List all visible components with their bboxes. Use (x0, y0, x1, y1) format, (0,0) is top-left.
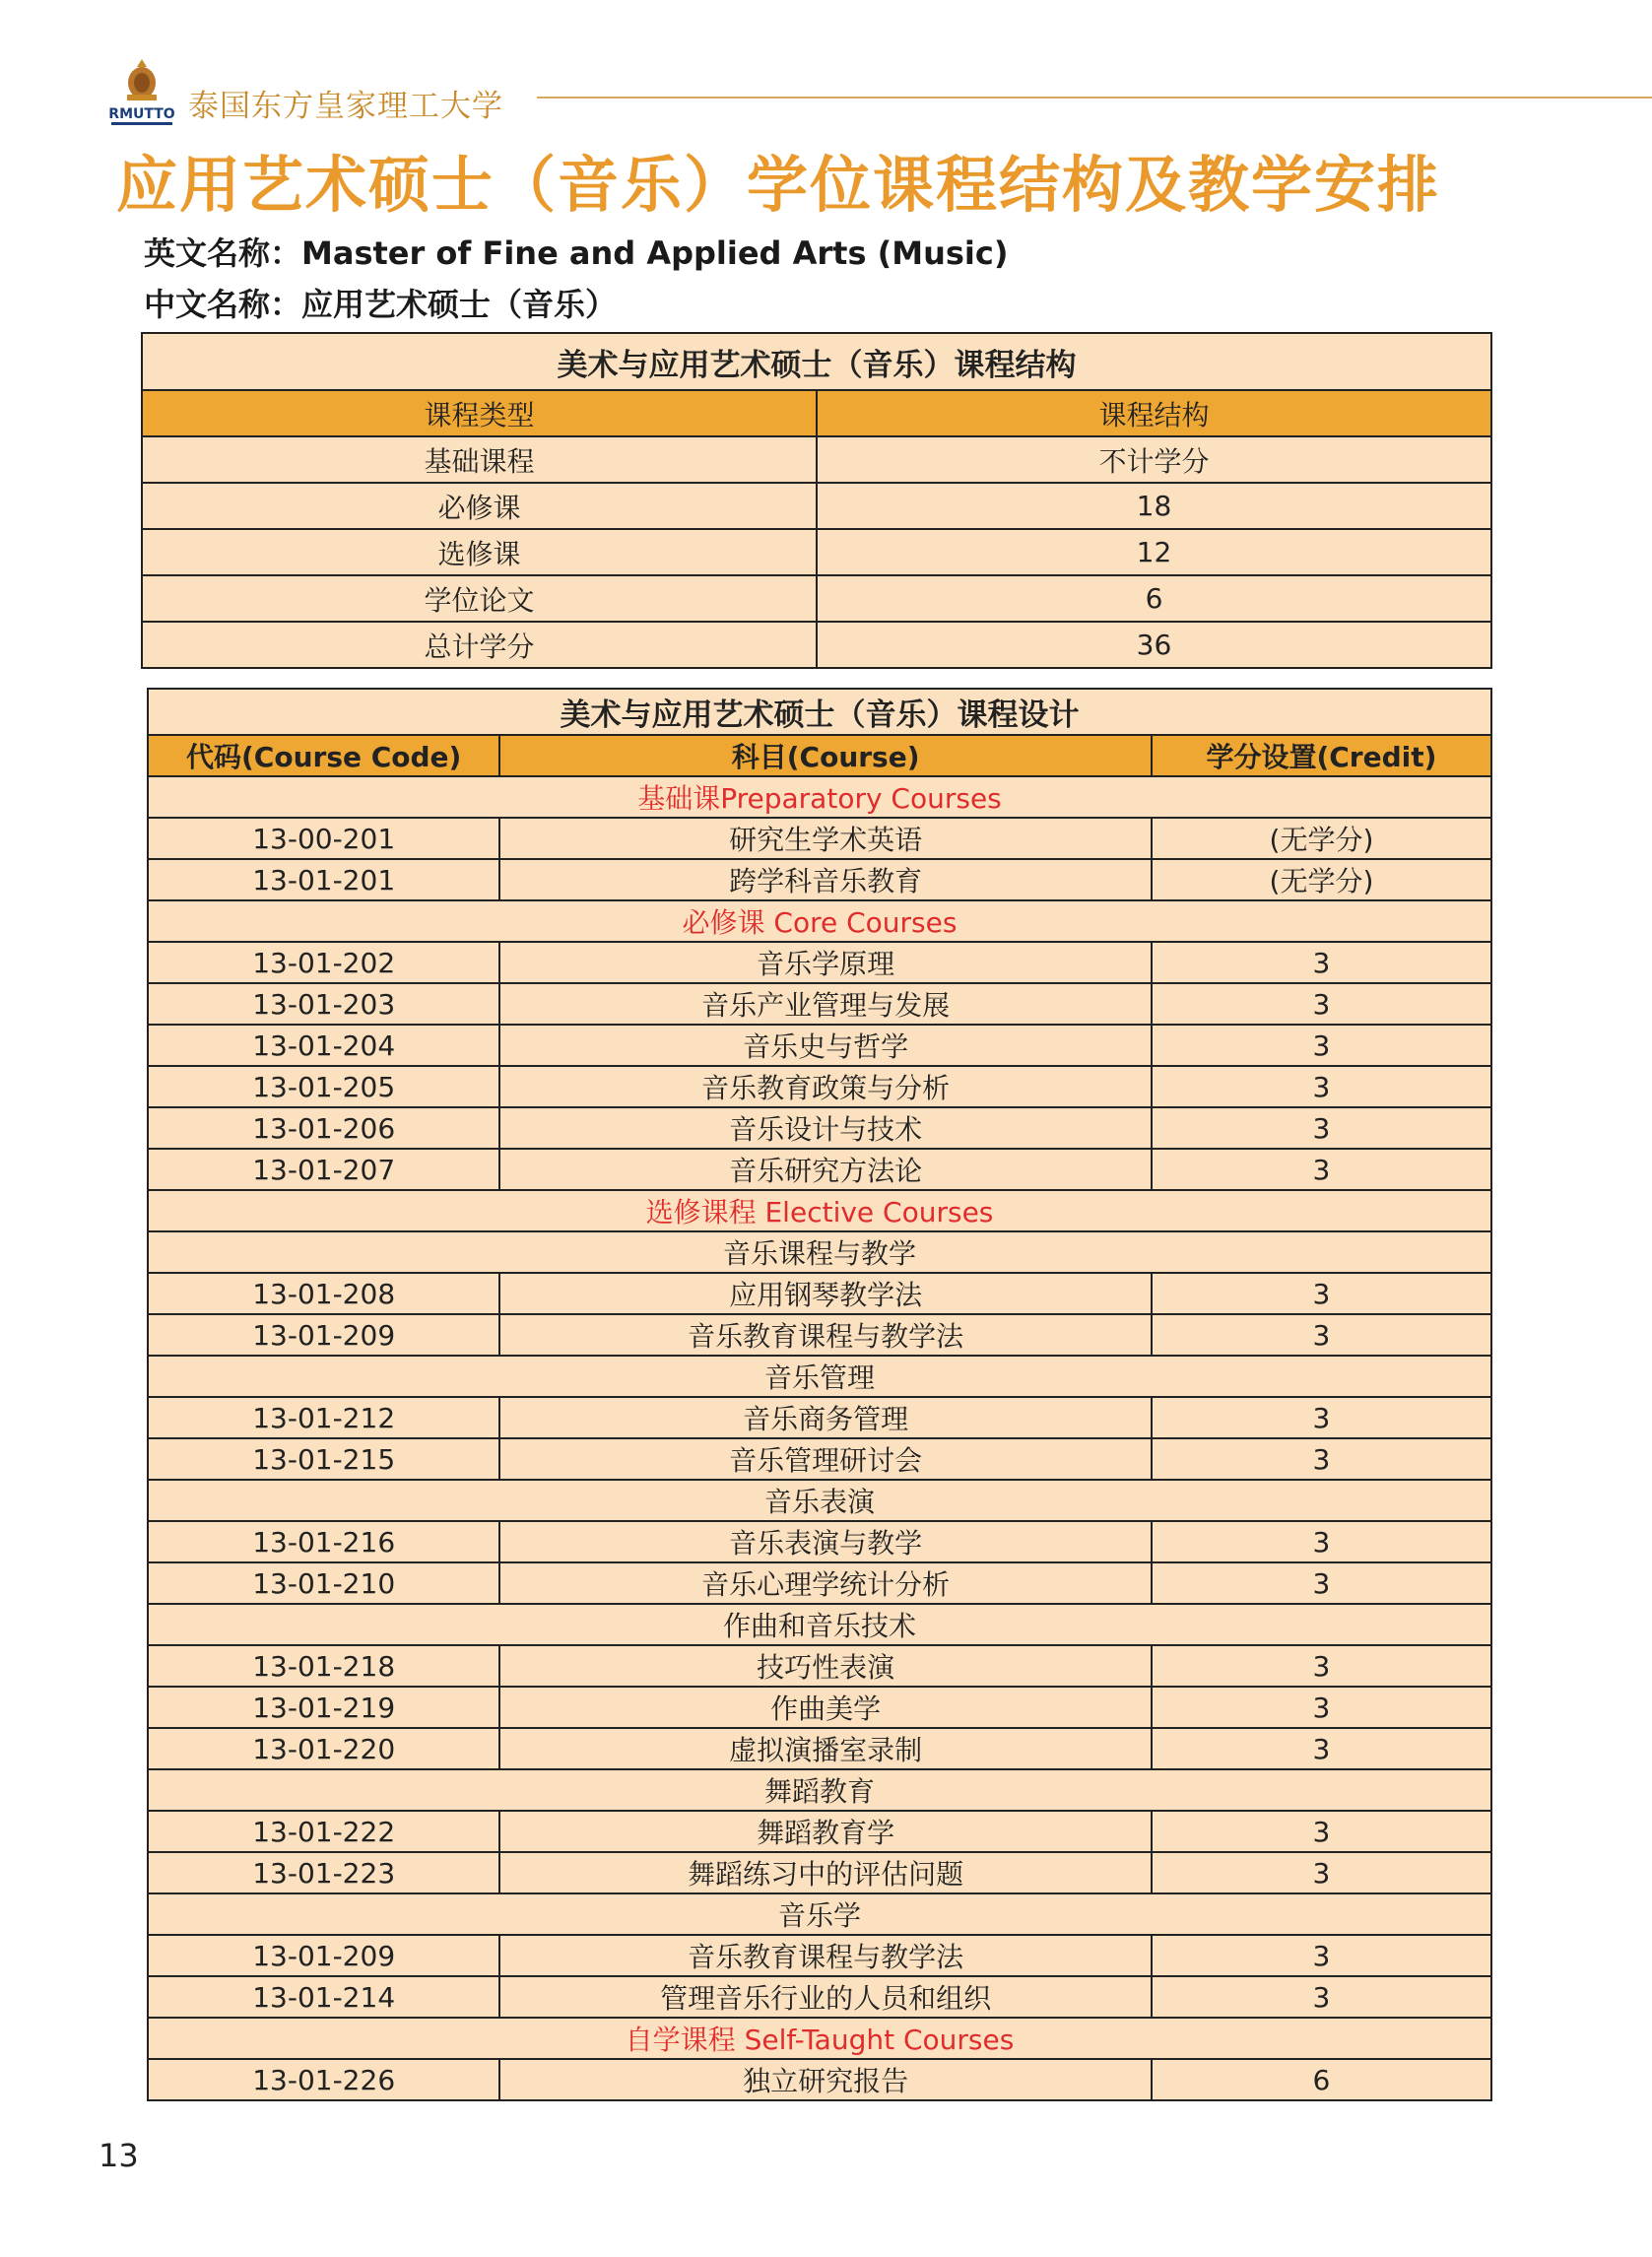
course-credit-cell: 3 (1152, 1025, 1491, 1066)
table-row (148, 1149, 1491, 1190)
table-row (148, 1728, 1491, 1769)
structure-cell: 不计学分 (817, 436, 1491, 483)
course-credit-cell: 3 (1152, 1273, 1491, 1314)
table-row (148, 1645, 1491, 1687)
table-row (148, 1976, 1491, 2018)
course-credit-cell: 3 (1152, 942, 1491, 983)
course-credit-cell: (无学分) (1152, 818, 1491, 859)
table-row (148, 1397, 1491, 1438)
table-row (148, 1438, 1491, 1480)
course-name-cell: 音乐教育政策与分析 (499, 1066, 1152, 1107)
course-credit-cell: (无学分) (1152, 859, 1491, 900)
course-credit-cell: 3 (1152, 1397, 1491, 1438)
table-row (148, 1935, 1491, 1976)
course-credit-cell: 3 (1152, 1438, 1491, 1480)
structure-cell: 基础课程 (142, 436, 817, 483)
course-name-cell: 音乐产业管理与发展 (499, 983, 1152, 1025)
course-code-cell: 13-01-219 (148, 1687, 499, 1728)
group-heading: 作曲和音乐技术 (148, 1604, 1491, 1645)
group-heading: 音乐表演 (148, 1480, 1491, 1521)
course-credit-cell: 6 (1152, 2059, 1491, 2100)
course-name-cell: 音乐心理学统计分析 (499, 1562, 1152, 1604)
group-heading-row (148, 1356, 1491, 1397)
course-code-cell: 13-01-205 (148, 1066, 499, 1107)
table-row (142, 622, 1491, 668)
section-heading: 选修课程 Elective Courses (148, 1190, 1491, 1231)
page-header (103, 59, 1652, 128)
course-credit-cell: 3 (1152, 1852, 1491, 1893)
page-number: 13 (99, 2137, 139, 2174)
course-code-cell: 13-01-216 (148, 1521, 499, 1562)
table-row (148, 1811, 1491, 1852)
course-code-cell: 13-01-204 (148, 1025, 499, 1066)
section-heading: 自学课程 Self-Taught Courses (148, 2018, 1491, 2059)
group-heading: 音乐管理 (148, 1356, 1491, 1397)
table-row (142, 436, 1491, 483)
structure-table-caption: 美术与应用艺术硕士（音乐）课程结构 (142, 333, 1491, 390)
course-name-cell: 管理音乐行业的人员和组织 (499, 1976, 1152, 2018)
course-code-cell: 13-01-208 (148, 1273, 499, 1314)
logo-text: RMUTTO (108, 106, 175, 122)
table-row (148, 818, 1491, 859)
group-heading-row (148, 1769, 1491, 1811)
section-heading: 必修课 Core Courses (148, 900, 1491, 942)
course-credit-cell: 3 (1152, 1314, 1491, 1356)
course-code-cell: 13-01-207 (148, 1149, 499, 1190)
group-heading: 音乐课程与教学 (148, 1231, 1491, 1273)
course-code-cell: 13-01-215 (148, 1438, 499, 1480)
course-name-cell: 音乐学原理 (499, 942, 1152, 983)
course-code-cell: 13-01-210 (148, 1562, 499, 1604)
table-row (142, 529, 1491, 575)
table-row (148, 983, 1491, 1025)
section-heading-row (148, 776, 1491, 818)
course-credit-cell: 3 (1152, 1728, 1491, 1769)
table-row (148, 1521, 1491, 1562)
course-name-cell: 舞蹈练习中的评估问题 (499, 1852, 1152, 1893)
structure-cell: 总计学分 (142, 622, 817, 668)
english-name: 英文名称：Master of Fine and Applied Arts (Music) (144, 234, 1009, 272)
table-row (148, 1852, 1491, 1893)
table-row (148, 859, 1491, 900)
course-code-cell: 13-01-220 (148, 1728, 499, 1769)
course-credit-cell: 3 (1152, 1149, 1491, 1190)
group-heading: 舞蹈教育 (148, 1769, 1491, 1811)
design-table-body (148, 776, 1491, 2100)
course-code-cell: 13-01-214 (148, 1976, 499, 2018)
course-name-cell: 作曲美学 (499, 1687, 1152, 1728)
structure-cell: 12 (817, 529, 1491, 575)
course-name-cell: 舞蹈教育学 (499, 1811, 1152, 1852)
table-row (148, 1107, 1491, 1149)
university-name: 泰国东方皇家理工大学 (188, 89, 503, 124)
table-row (142, 575, 1491, 622)
section-heading-row (148, 900, 1491, 942)
course-name-cell: 跨学科音乐教育 (499, 859, 1152, 900)
group-heading-row (148, 1231, 1491, 1273)
course-name-cell: 应用钢琴教学法 (499, 1273, 1152, 1314)
course-credit-cell: 3 (1152, 1107, 1491, 1149)
section-heading-row (148, 2018, 1491, 2059)
course-credit-cell: 3 (1152, 1521, 1491, 1562)
course-name-cell: 研究生学术英语 (499, 818, 1152, 859)
course-design-table (147, 688, 1492, 2101)
design-table-caption: 美术与应用艺术硕士（音乐）课程设计 (148, 689, 1491, 735)
course-code-cell: 13-01-203 (148, 983, 499, 1025)
course-code-cell: 13-01-209 (148, 1314, 499, 1356)
course-code-cell: 13-01-201 (148, 859, 499, 900)
table-row (148, 942, 1491, 983)
course-code-cell: 13-01-223 (148, 1852, 499, 1893)
group-heading-row (148, 1480, 1491, 1521)
course-code-cell: 13-01-218 (148, 1645, 499, 1687)
course-credit-cell: 3 (1152, 1687, 1491, 1728)
course-structure-table (141, 332, 1492, 669)
structure-cell: 必修课 (142, 483, 817, 529)
table-row (148, 1687, 1491, 1728)
course-code-cell: 13-01-222 (148, 1811, 499, 1852)
table-row (148, 1025, 1491, 1066)
course-credit-cell: 3 (1152, 983, 1491, 1025)
course-name-cell: 音乐史与哲学 (499, 1025, 1152, 1066)
group-heading-row (148, 1604, 1491, 1645)
table-row (148, 1562, 1491, 1604)
course-credit-cell: 3 (1152, 1935, 1491, 1976)
course-name-cell: 技巧性表演 (499, 1645, 1152, 1687)
section-heading: 基础课Preparatory Courses (148, 776, 1491, 818)
structure-header-type: 课程类型 (142, 390, 817, 436)
course-credit-cell: 3 (1152, 1645, 1491, 1687)
course-name-cell: 音乐教育课程与教学法 (499, 1314, 1152, 1356)
course-credit-cell: 3 (1152, 1562, 1491, 1604)
course-credit-cell: 3 (1152, 1976, 1491, 2018)
design-header-code: 代码(Course Code) (148, 735, 499, 776)
course-name-cell: 音乐研究方法论 (499, 1149, 1152, 1190)
course-code-cell: 13-01-209 (148, 1935, 499, 1976)
table-row (148, 1314, 1491, 1356)
structure-header-structure: 课程结构 (817, 390, 1491, 436)
design-header-course: 科目(Course) (499, 735, 1152, 776)
course-code-cell: 13-01-206 (148, 1107, 499, 1149)
structure-cell: 学位论文 (142, 575, 817, 622)
table-row (148, 2059, 1491, 2100)
table-row (148, 1066, 1491, 1107)
course-name-cell: 音乐设计与技术 (499, 1107, 1152, 1149)
university-logo (103, 59, 180, 128)
course-code-cell: 13-01-202 (148, 942, 499, 983)
course-name-cell: 音乐表演与教学 (499, 1521, 1152, 1562)
design-header-credit: 学分设置(Credit) (1152, 735, 1491, 776)
structure-cell: 18 (817, 483, 1491, 529)
structure-cell: 选修课 (142, 529, 817, 575)
course-name-cell: 虚拟演播室录制 (499, 1728, 1152, 1769)
table-row (148, 1273, 1491, 1314)
group-heading-row (148, 1893, 1491, 1935)
chinese-name: 中文名称：应用艺术硕士（音乐） (144, 286, 618, 323)
course-name-cell: 音乐教育课程与教学法 (499, 1935, 1152, 1976)
table-row (142, 483, 1491, 529)
course-credit-cell: 3 (1152, 1811, 1491, 1852)
course-code-cell: 13-00-201 (148, 818, 499, 859)
course-code-cell: 13-01-226 (148, 2059, 499, 2100)
page-title: 应用艺术硕士（音乐）学位课程结构及教学安排 (116, 149, 1441, 221)
course-credit-cell: 3 (1152, 1066, 1491, 1107)
structure-cell: 36 (817, 622, 1491, 668)
course-name-cell: 音乐商务管理 (499, 1397, 1152, 1438)
group-heading: 音乐学 (148, 1893, 1491, 1935)
header-divider (537, 97, 1652, 99)
course-code-cell: 13-01-212 (148, 1397, 499, 1438)
course-name-cell: 音乐管理研讨会 (499, 1438, 1152, 1480)
structure-cell: 6 (817, 575, 1491, 622)
course-name-cell: 独立研究报告 (499, 2059, 1152, 2100)
section-heading-row (148, 1190, 1491, 1231)
